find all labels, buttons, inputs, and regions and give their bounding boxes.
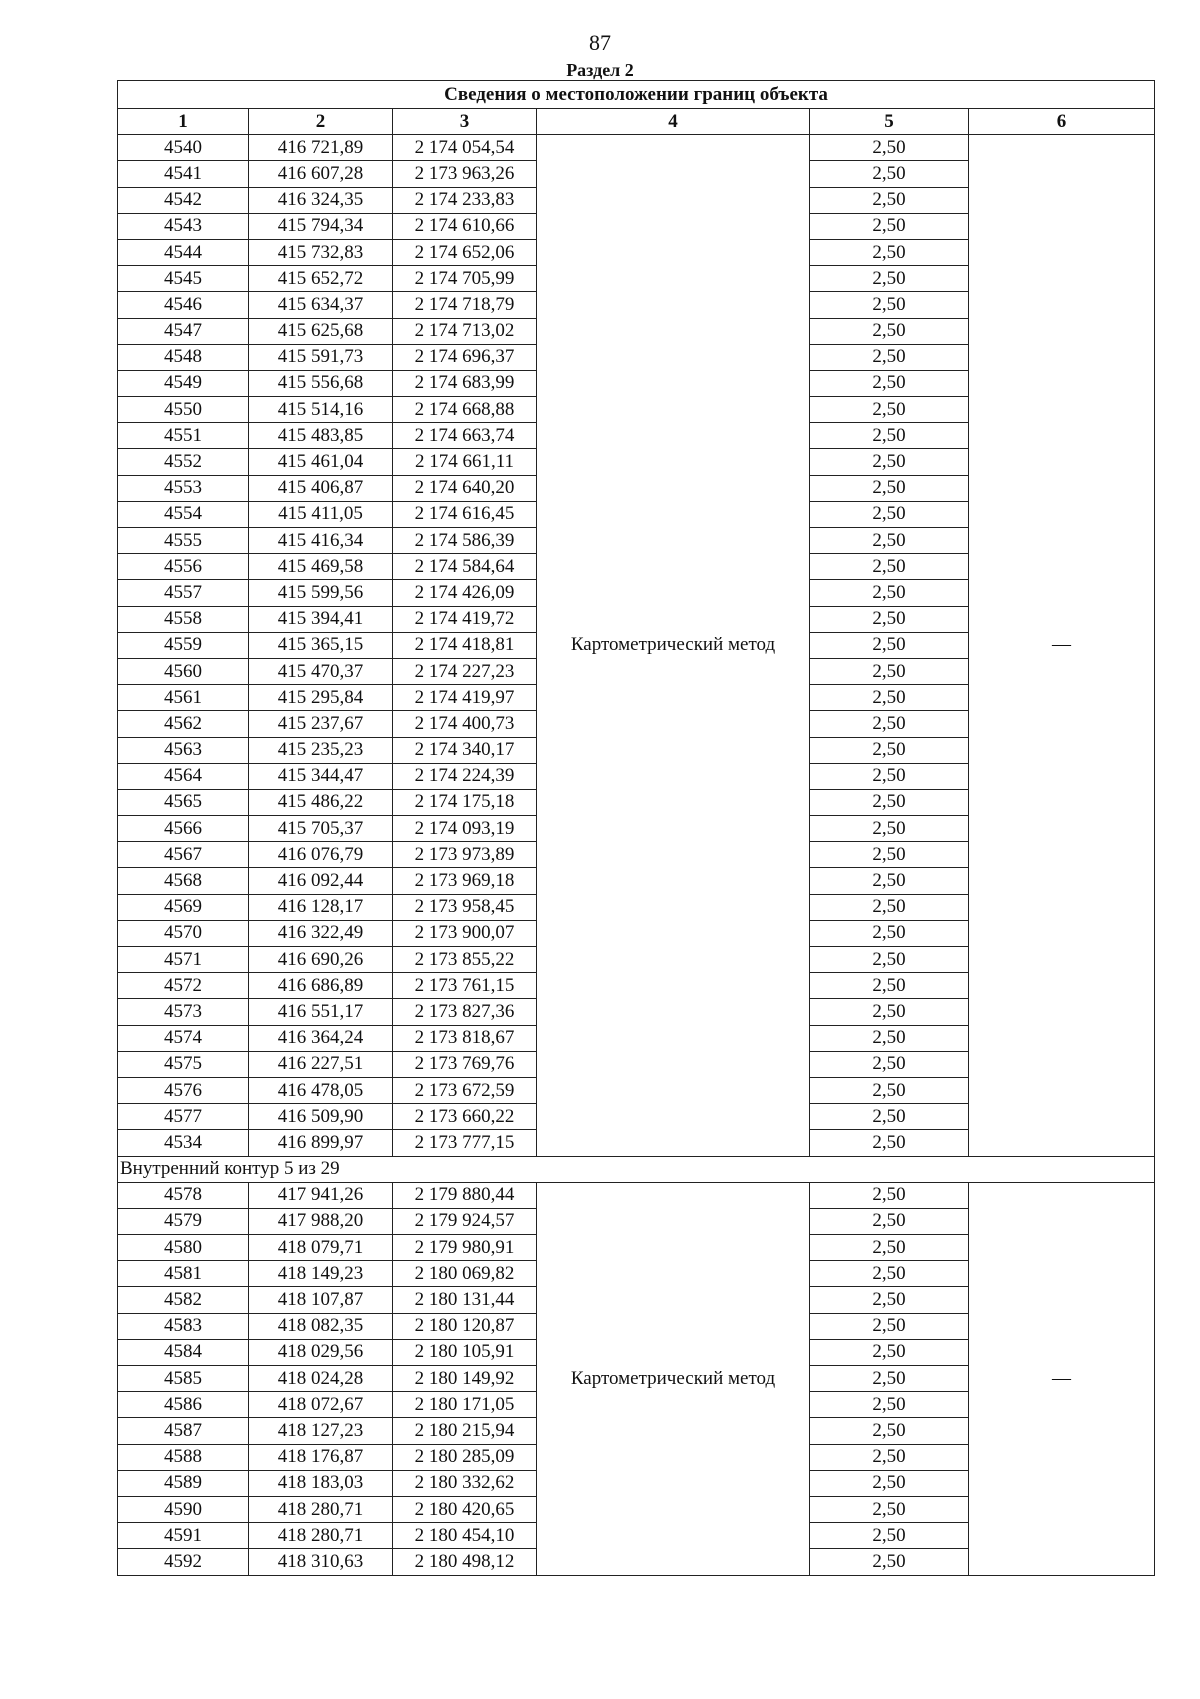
y-coordinate-cell: 2 174 718,79: [393, 292, 537, 318]
x-coordinate-cell: 416 092,44: [249, 868, 393, 894]
accuracy-cell: 2,50: [810, 737, 969, 763]
accuracy-cell: 2,50: [810, 501, 969, 527]
accuracy-cell: 2,50: [810, 1392, 969, 1418]
x-coordinate-cell: 415 416,34: [249, 528, 393, 554]
point-number-cell: 4558: [118, 606, 249, 632]
accuracy-cell: 2,50: [810, 161, 969, 187]
y-coordinate-cell: 2 174 668,88: [393, 397, 537, 423]
accuracy-cell: 2,50: [810, 711, 969, 737]
x-coordinate-cell: 415 469,58: [249, 554, 393, 580]
x-coordinate-cell: 415 634,37: [249, 292, 393, 318]
x-coordinate-cell: 415 794,34: [249, 213, 393, 239]
point-number-cell: 4589: [118, 1470, 249, 1496]
point-number-cell: 4560: [118, 658, 249, 684]
point-number-cell: 4546: [118, 292, 249, 318]
y-coordinate-cell: 2 179 980,91: [393, 1235, 537, 1261]
x-coordinate-cell: 416 690,26: [249, 947, 393, 973]
x-coordinate-cell: 417 988,20: [249, 1208, 393, 1234]
point-number-cell: 4573: [118, 999, 249, 1025]
x-coordinate-cell: 415 344,47: [249, 763, 393, 789]
x-coordinate-cell: 415 625,68: [249, 318, 393, 344]
column-header-row: [118, 109, 1155, 135]
point-number-cell: 4559: [118, 632, 249, 658]
accuracy-cell: 2,50: [810, 816, 969, 842]
x-coordinate-cell: 418 072,67: [249, 1392, 393, 1418]
accuracy-cell: 2,50: [810, 423, 969, 449]
column-header: 1: [118, 109, 249, 135]
y-coordinate-cell: 2 173 855,22: [393, 947, 537, 973]
point-number-cell: 4553: [118, 475, 249, 501]
accuracy-cell: 2,50: [810, 1339, 969, 1365]
accuracy-cell: 2,50: [810, 632, 969, 658]
method-cell: Картометрический метод: [537, 135, 810, 1156]
accuracy-cell: 2,50: [810, 1130, 969, 1156]
x-coordinate-cell: 416 364,24: [249, 1025, 393, 1051]
x-coordinate-cell: 416 128,17: [249, 894, 393, 920]
y-coordinate-cell: 2 180 420,65: [393, 1496, 537, 1522]
accuracy-cell: 2,50: [810, 1313, 969, 1339]
point-number-cell: 4582: [118, 1287, 249, 1313]
y-coordinate-cell: 2 173 827,36: [393, 999, 537, 1025]
accuracy-cell: 2,50: [810, 1208, 969, 1234]
y-coordinate-cell: 2 174 610,66: [393, 213, 537, 239]
accuracy-cell: 2,50: [810, 606, 969, 632]
accuracy-cell: 2,50: [810, 999, 969, 1025]
point-number-cell: 4567: [118, 842, 249, 868]
accuracy-cell: 2,50: [810, 135, 969, 161]
point-number-cell: 4583: [118, 1313, 249, 1339]
point-number-cell: 4543: [118, 213, 249, 239]
y-coordinate-cell: 2 174 640,20: [393, 475, 537, 501]
point-number-cell: 4586: [118, 1392, 249, 1418]
x-coordinate-cell: 416 478,05: [249, 1077, 393, 1103]
point-number-cell: 4584: [118, 1339, 249, 1365]
x-coordinate-cell: 415 470,37: [249, 658, 393, 684]
y-coordinate-cell: 2 180 285,09: [393, 1444, 537, 1470]
y-coordinate-cell: 2 174 696,37: [393, 344, 537, 370]
x-coordinate-cell: 418 082,35: [249, 1313, 393, 1339]
x-coordinate-cell: 418 183,03: [249, 1470, 393, 1496]
point-number-cell: 4585: [118, 1366, 249, 1392]
y-coordinate-cell: 2 174 093,19: [393, 816, 537, 842]
x-coordinate-cell: 418 280,71: [249, 1523, 393, 1549]
contour-label-row: [118, 1156, 1155, 1182]
contour-label: Внутренний контур 5 из 29: [118, 1156, 1155, 1182]
y-coordinate-cell: 2 173 660,22: [393, 1104, 537, 1130]
point-number-cell: 4569: [118, 894, 249, 920]
x-coordinate-cell: 415 411,05: [249, 501, 393, 527]
x-coordinate-cell: 415 486,22: [249, 789, 393, 815]
point-number-cell: 4588: [118, 1444, 249, 1470]
accuracy-cell: 2,50: [810, 1549, 969, 1575]
column-header: 5: [810, 109, 969, 135]
y-coordinate-cell: 2 174 683,99: [393, 370, 537, 396]
point-number-cell: 4578: [118, 1182, 249, 1208]
point-number-cell: 4551: [118, 423, 249, 449]
y-coordinate-cell: 2 173 761,15: [393, 973, 537, 999]
accuracy-cell: 2,50: [810, 318, 969, 344]
point-number-cell: 4581: [118, 1261, 249, 1287]
y-coordinate-cell: 2 174 419,97: [393, 685, 537, 711]
accuracy-cell: 2,50: [810, 239, 969, 265]
y-coordinate-cell: 2 174 426,09: [393, 580, 537, 606]
y-coordinate-cell: 2 174 652,06: [393, 239, 537, 265]
accuracy-cell: 2,50: [810, 1182, 969, 1208]
method-cell: Картометрический метод: [537, 1182, 810, 1575]
y-coordinate-cell: 2 174 705,99: [393, 266, 537, 292]
point-number-cell: 4545: [118, 266, 249, 292]
point-number-cell: 4592: [118, 1549, 249, 1575]
point-number-cell: 4534: [118, 1130, 249, 1156]
y-coordinate-cell: 2 179 880,44: [393, 1182, 537, 1208]
x-coordinate-cell: 416 551,17: [249, 999, 393, 1025]
point-number-cell: 4548: [118, 344, 249, 370]
x-coordinate-cell: 418 024,28: [249, 1366, 393, 1392]
table-row: [118, 135, 1155, 161]
point-number-cell: 4554: [118, 501, 249, 527]
point-number-cell: 4556: [118, 554, 249, 580]
y-coordinate-cell: 2 174 616,45: [393, 501, 537, 527]
y-coordinate-cell: 2 174 233,83: [393, 187, 537, 213]
y-coordinate-cell: 2 173 818,67: [393, 1025, 537, 1051]
accuracy-cell: 2,50: [810, 1051, 969, 1077]
x-coordinate-cell: 418 176,87: [249, 1444, 393, 1470]
accuracy-cell: 2,50: [810, 213, 969, 239]
point-number-cell: 4580: [118, 1235, 249, 1261]
point-number-cell: 4575: [118, 1051, 249, 1077]
x-coordinate-cell: 416 686,89: [249, 973, 393, 999]
column-header: 2: [249, 109, 393, 135]
x-coordinate-cell: 415 237,67: [249, 711, 393, 737]
accuracy-cell: 2,50: [810, 763, 969, 789]
point-number-cell: 4566: [118, 816, 249, 842]
y-coordinate-cell: 2 180 454,10: [393, 1523, 537, 1549]
x-coordinate-cell: 418 280,71: [249, 1496, 393, 1522]
accuracy-cell: 2,50: [810, 449, 969, 475]
x-coordinate-cell: 416 227,51: [249, 1051, 393, 1077]
accuracy-cell: 2,50: [810, 685, 969, 711]
x-coordinate-cell: 415 394,41: [249, 606, 393, 632]
y-coordinate-cell: 2 174 175,18: [393, 789, 537, 815]
x-coordinate-cell: 415 514,16: [249, 397, 393, 423]
accuracy-cell: 2,50: [810, 292, 969, 318]
table-caption: Сведения о местоположении границ объекта: [118, 81, 1155, 109]
y-coordinate-cell: 2 180 069,82: [393, 1261, 537, 1287]
point-number-cell: 4547: [118, 318, 249, 344]
y-coordinate-cell: 2 180 498,12: [393, 1549, 537, 1575]
point-number-cell: 4574: [118, 1025, 249, 1051]
point-number-cell: 4563: [118, 737, 249, 763]
y-coordinate-cell: 2 179 924,57: [393, 1208, 537, 1234]
accuracy-cell: 2,50: [810, 658, 969, 684]
accuracy-cell: 2,50: [810, 1444, 969, 1470]
y-coordinate-cell: 2 180 120,87: [393, 1313, 537, 1339]
accuracy-cell: 2,50: [810, 580, 969, 606]
y-coordinate-cell: 2 180 149,92: [393, 1366, 537, 1392]
accuracy-cell: 2,50: [810, 868, 969, 894]
accuracy-cell: 2,50: [810, 475, 969, 501]
column-6-cell: —: [969, 135, 1155, 1156]
y-coordinate-cell: 2 174 418,81: [393, 632, 537, 658]
section-title: Раздел 2: [566, 60, 634, 80]
accuracy-cell: 2,50: [810, 370, 969, 396]
column-6-cell: —: [969, 1182, 1155, 1575]
x-coordinate-cell: 418 127,23: [249, 1418, 393, 1444]
y-coordinate-cell: 2 174 663,74: [393, 423, 537, 449]
y-coordinate-cell: 2 174 713,02: [393, 318, 537, 344]
point-number-cell: 4568: [118, 868, 249, 894]
point-number-cell: 4587: [118, 1418, 249, 1444]
accuracy-cell: 2,50: [810, 554, 969, 580]
x-coordinate-cell: 415 556,68: [249, 370, 393, 396]
accuracy-cell: 2,50: [810, 894, 969, 920]
y-coordinate-cell: 2 173 900,07: [393, 920, 537, 946]
x-coordinate-cell: 415 705,37: [249, 816, 393, 842]
accuracy-cell: 2,50: [810, 1287, 969, 1313]
table-row: [118, 1182, 1155, 1208]
accuracy-cell: 2,50: [810, 1077, 969, 1103]
accuracy-cell: 2,50: [810, 187, 969, 213]
accuracy-cell: 2,50: [810, 266, 969, 292]
point-number-cell: 4562: [118, 711, 249, 737]
accuracy-cell: 2,50: [810, 920, 969, 946]
y-coordinate-cell: 2 174 586,39: [393, 528, 537, 554]
point-number-cell: 4561: [118, 685, 249, 711]
page-number: 87: [589, 30, 611, 55]
accuracy-cell: 2,50: [810, 1366, 969, 1392]
accuracy-cell: 2,50: [810, 973, 969, 999]
point-number-cell: 4549: [118, 370, 249, 396]
y-coordinate-cell: 2 180 131,44: [393, 1287, 537, 1313]
accuracy-cell: 2,50: [810, 1261, 969, 1287]
point-number-cell: 4550: [118, 397, 249, 423]
point-number-cell: 4590: [118, 1496, 249, 1522]
x-coordinate-cell: 416 322,49: [249, 920, 393, 946]
y-coordinate-cell: 2 174 054,54: [393, 135, 537, 161]
y-coordinate-cell: 2 174 340,17: [393, 737, 537, 763]
point-number-cell: 4552: [118, 449, 249, 475]
y-coordinate-cell: 2 180 332,62: [393, 1470, 537, 1496]
x-coordinate-cell: 415 461,04: [249, 449, 393, 475]
x-coordinate-cell: 418 029,56: [249, 1339, 393, 1365]
y-coordinate-cell: 2 174 400,73: [393, 711, 537, 737]
x-coordinate-cell: 416 607,28: [249, 161, 393, 187]
point-number-cell: 4555: [118, 528, 249, 554]
accuracy-cell: 2,50: [810, 1470, 969, 1496]
accuracy-cell: 2,50: [810, 1104, 969, 1130]
x-coordinate-cell: 418 107,87: [249, 1287, 393, 1313]
y-coordinate-cell: 2 174 584,64: [393, 554, 537, 580]
accuracy-cell: 2,50: [810, 528, 969, 554]
x-coordinate-cell: 415 599,56: [249, 580, 393, 606]
accuracy-cell: 2,50: [810, 397, 969, 423]
y-coordinate-cell: 2 173 777,15: [393, 1130, 537, 1156]
y-coordinate-cell: 2 174 227,23: [393, 658, 537, 684]
x-coordinate-cell: 415 295,84: [249, 685, 393, 711]
point-number-cell: 4541: [118, 161, 249, 187]
x-coordinate-cell: 415 652,72: [249, 266, 393, 292]
accuracy-cell: 2,50: [810, 1418, 969, 1444]
point-number-cell: 4571: [118, 947, 249, 973]
x-coordinate-cell: 416 076,79: [249, 842, 393, 868]
accuracy-cell: 2,50: [810, 842, 969, 868]
y-coordinate-cell: 2 174 419,72: [393, 606, 537, 632]
point-number-cell: 4577: [118, 1104, 249, 1130]
x-coordinate-cell: 417 941,26: [249, 1182, 393, 1208]
point-number-cell: 4572: [118, 973, 249, 999]
y-coordinate-cell: 2 173 969,18: [393, 868, 537, 894]
y-coordinate-cell: 2 174 661,11: [393, 449, 537, 475]
point-number-cell: 4540: [118, 135, 249, 161]
y-coordinate-cell: 2 180 171,05: [393, 1392, 537, 1418]
y-coordinate-cell: 2 173 973,89: [393, 842, 537, 868]
point-number-cell: 4542: [118, 187, 249, 213]
y-coordinate-cell: 2 180 215,94: [393, 1418, 537, 1444]
boundary-table: [117, 80, 1155, 1576]
x-coordinate-cell: 416 509,90: [249, 1104, 393, 1130]
point-number-cell: 4564: [118, 763, 249, 789]
accuracy-cell: 2,50: [810, 344, 969, 370]
x-coordinate-cell: 415 732,83: [249, 239, 393, 265]
y-coordinate-cell: 2 173 958,45: [393, 894, 537, 920]
x-coordinate-cell: 415 235,23: [249, 737, 393, 763]
column-header: 3: [393, 109, 537, 135]
x-coordinate-cell: 415 365,15: [249, 632, 393, 658]
x-coordinate-cell: 416 899,97: [249, 1130, 393, 1156]
point-number-cell: 4576: [118, 1077, 249, 1103]
accuracy-cell: 2,50: [810, 1496, 969, 1522]
y-coordinate-cell: 2 180 105,91: [393, 1339, 537, 1365]
y-coordinate-cell: 2 173 769,76: [393, 1051, 537, 1077]
column-header: 4: [537, 109, 810, 135]
accuracy-cell: 2,50: [810, 1025, 969, 1051]
point-number-cell: 4591: [118, 1523, 249, 1549]
accuracy-cell: 2,50: [810, 947, 969, 973]
table-body: [118, 135, 1155, 1575]
point-number-cell: 4579: [118, 1208, 249, 1234]
y-coordinate-cell: 2 173 963,26: [393, 161, 537, 187]
x-coordinate-cell: 418 079,71: [249, 1235, 393, 1261]
y-coordinate-cell: 2 174 224,39: [393, 763, 537, 789]
x-coordinate-cell: 415 406,87: [249, 475, 393, 501]
y-coordinate-cell: 2 173 672,59: [393, 1077, 537, 1103]
accuracy-cell: 2,50: [810, 789, 969, 815]
point-number-cell: 4570: [118, 920, 249, 946]
column-header: 6: [969, 109, 1155, 135]
point-number-cell: 4544: [118, 239, 249, 265]
point-number-cell: 4565: [118, 789, 249, 815]
x-coordinate-cell: 418 149,23: [249, 1261, 393, 1287]
x-coordinate-cell: 418 310,63: [249, 1549, 393, 1575]
x-coordinate-cell: 415 591,73: [249, 344, 393, 370]
x-coordinate-cell: 416 324,35: [249, 187, 393, 213]
x-coordinate-cell: 415 483,85: [249, 423, 393, 449]
accuracy-cell: 2,50: [810, 1235, 969, 1261]
point-number-cell: 4557: [118, 580, 249, 606]
x-coordinate-cell: 416 721,89: [249, 135, 393, 161]
accuracy-cell: 2,50: [810, 1523, 969, 1549]
